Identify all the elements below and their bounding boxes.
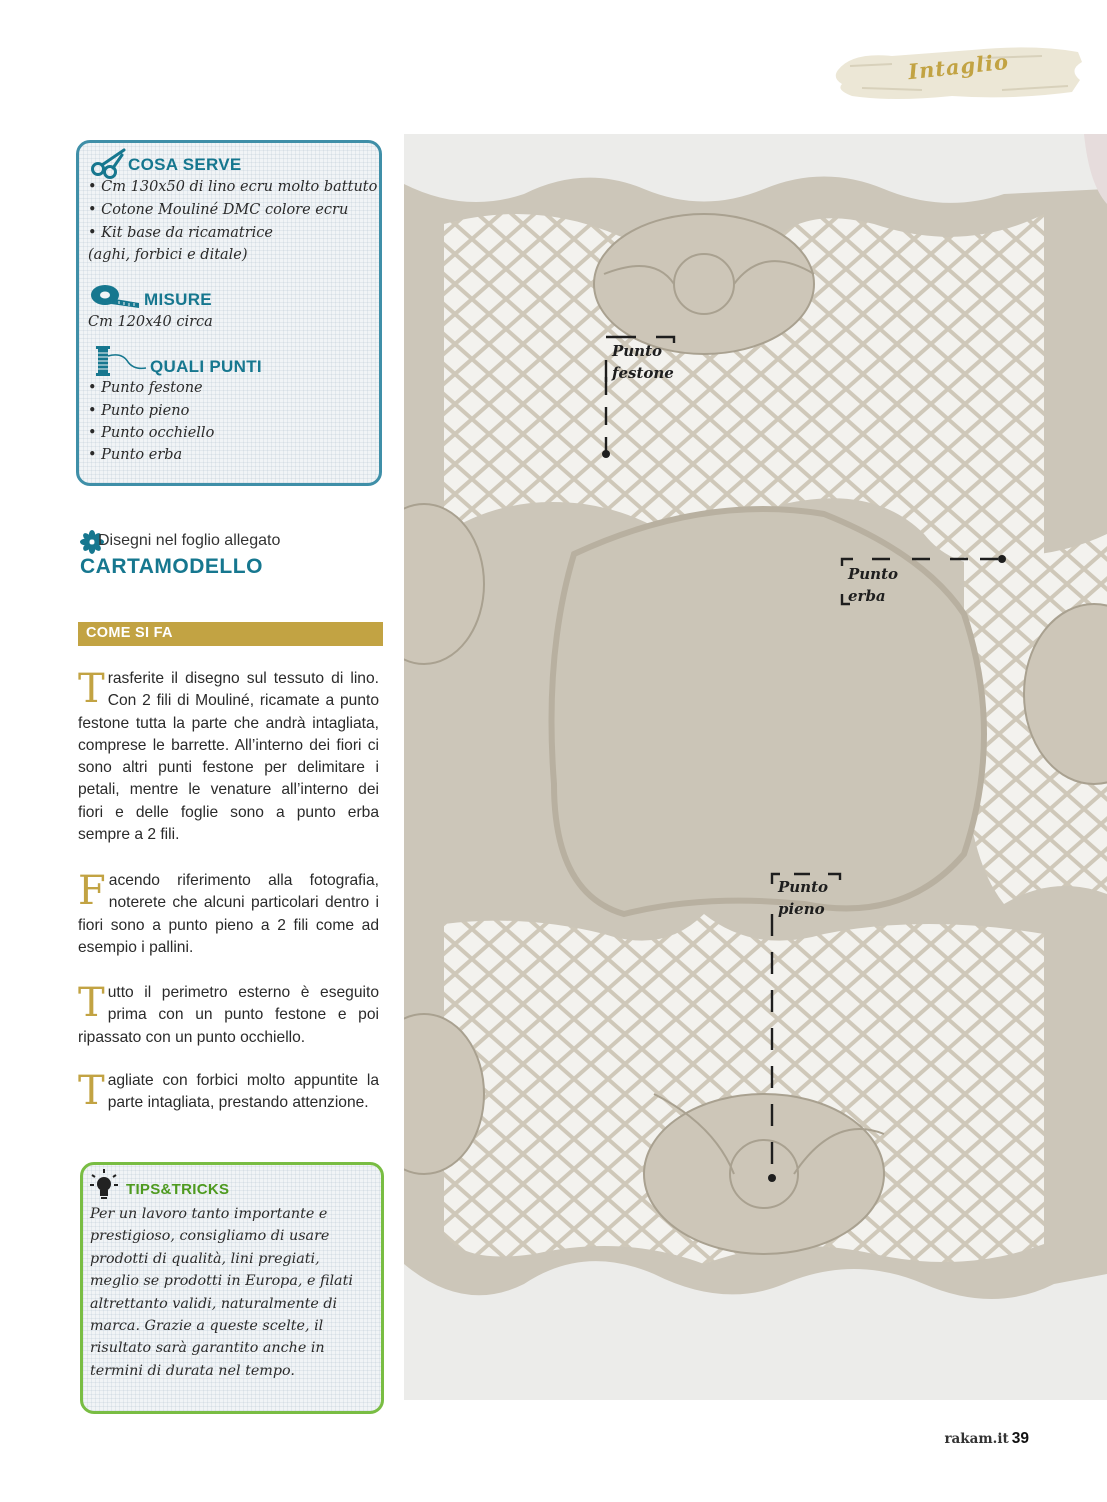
scissors-icon	[90, 147, 128, 179]
footer-site[interactable]: rakam.it	[944, 1431, 1009, 1447]
cosa-serve-heading: COSA SERVE	[128, 155, 242, 174]
drop-cap: T	[78, 666, 105, 712]
cartamodello-title: CARTAMODELLO	[80, 555, 263, 578]
cutwork-runner-illustration	[404, 134, 1107, 1400]
instruction-paragraph	[78, 1070, 379, 1115]
come-si-fa-heading: COME SI FA	[86, 625, 173, 641]
callout-label: Punto	[848, 565, 899, 583]
callout-label: Punto	[612, 342, 663, 360]
paragraph-text: utto il perimetro esterno è eseguito prima con un punto festone e poi ripassato con un punto occhiello.	[78, 984, 379, 1046]
drop-cap: T	[78, 980, 105, 1026]
drop-cap: F	[78, 868, 106, 914]
callout-label: festone	[612, 364, 674, 382]
stitch-item: • Punto festone	[88, 380, 203, 396]
page-number: 39	[1011, 1430, 1029, 1447]
stitch-item: • Punto occhiello	[88, 425, 215, 441]
measure-value: Cm 120x40 circa	[88, 314, 213, 330]
instruction-paragraph	[78, 982, 379, 1049]
callout-label: erba	[848, 587, 886, 605]
materials-item: • Kit base da ricamatrice	[88, 225, 273, 241]
misure-heading: MISURE	[144, 290, 212, 309]
callout-punto-erba	[848, 563, 898, 607]
tape-measure-icon	[89, 283, 141, 309]
lightbulb-icon	[88, 1167, 120, 1201]
section-tag: Intaglio	[906, 48, 1011, 85]
quali-punti-heading: QUALI PUNTI	[150, 357, 262, 376]
materials-item: (aghi, forbici e ditale)	[88, 247, 248, 263]
thread-spool-icon	[92, 344, 148, 378]
cartamodello-subtitle: Disegni nel foglio allegato	[98, 532, 281, 549]
callout-label: Punto	[778, 878, 829, 896]
paragraph-text: rasferite il disegno sul tessuto di lino. Con 2 fili di Mouliné, ricamate a punto festone tutta la parte che andrà intagliata, comprese le barrette. All’interno dei fiori ci sono altri punti festone per delimitare i petali, mentre le venature all’interno dei fiori e delle foglie sono a punto erba sempre a 2 fili.	[78, 670, 379, 844]
paragraph-text: acendo riferimento alla fotografia, noterete che alcuni particolari dentro i fiori sono a punto pieno a 2 fili come ad esempio i pallini.	[78, 872, 379, 956]
materials-item: • Cotone Mouliné DMC colore ecru	[88, 202, 349, 218]
tips-heading: TIPS&TRICKS	[126, 1181, 230, 1198]
callout-punto-pieno	[778, 876, 828, 920]
stitch-item: • Punto erba	[88, 447, 183, 463]
instruction-paragraph	[78, 668, 379, 846]
materials-item: • Cm 130x50 di lino ecru molto battuto	[88, 179, 378, 195]
embroidery-photo	[404, 134, 1107, 1400]
tips-text: Per un lavoro tanto importante e prestigioso, consigliamo di usare prodotti di qualità, lini pregiati, meglio se prodotti in Europa, e filati altrettanto validi, naturalmente di marca. Grazie a queste scelte, il risultato sarà garantito anche in termini di durata nel tempo.	[90, 1206, 353, 1379]
callout-punto-festone	[612, 340, 674, 384]
drop-cap: T	[78, 1068, 105, 1114]
page-footer	[944, 1430, 1029, 1448]
instruction-paragraph	[78, 870, 379, 959]
stitch-item: • Punto pieno	[88, 403, 190, 419]
callout-label: pieno	[778, 900, 825, 918]
paragraph-text: agliate con forbici molto appuntite la parte intagliata, prestando attenzione.	[107, 1072, 379, 1112]
